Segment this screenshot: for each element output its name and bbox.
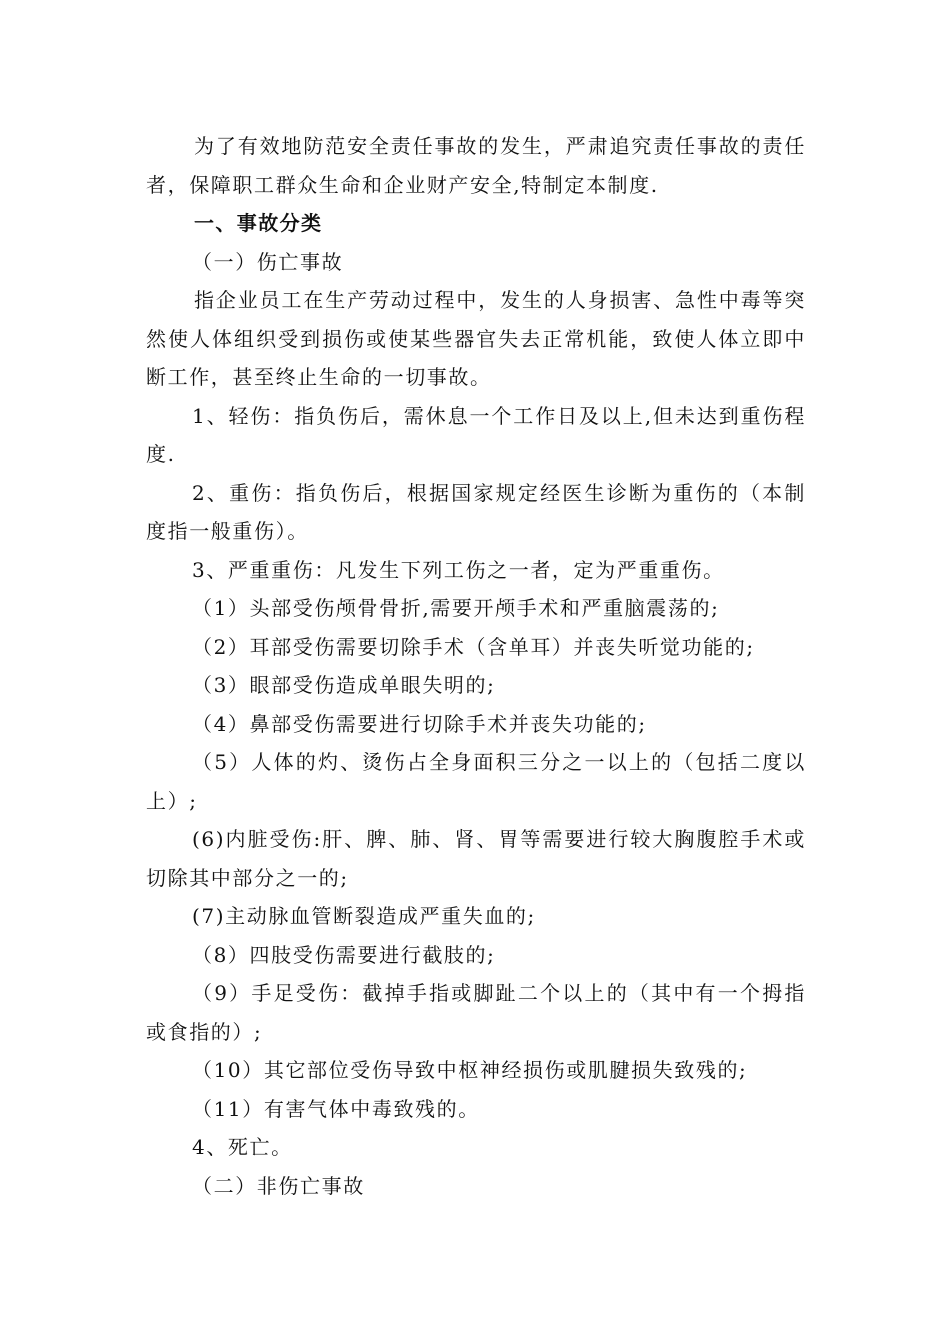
injury-type-death: 4、死亡。 xyxy=(192,1135,293,1159)
subsection-heading-casualty-accident: （一）伤亡事故 xyxy=(192,249,344,274)
severe-injury-item: （11）有害气体中毒致残的。 xyxy=(192,1096,480,1121)
severe-injury-item: （2）耳部受伤需要切除手术（含单耳）并丧失听觉功能的; xyxy=(192,634,755,659)
severe-injury-item: (6)内脏受伤:肝、脾、肺、肾、胃等需要进行较大胸腹腔手术或切除其中部分之一的; xyxy=(146,827,806,890)
severe-injury-item: （3）眼部受伤造成单眼失明的; xyxy=(192,673,496,697)
severe-injury-item: （1）头部受伤颅骨骨折,需要开颅手术和严重脑震荡的; xyxy=(192,596,720,620)
injury-type-severe: 3、严重重伤：凡发生下列工伤之一者，定为严重重伤。 xyxy=(192,557,725,582)
casualty-definition-paragraph: 指企业员工在生产劳动过程中，发生的人身损害、急性中毒等突然使人体组织受到损伤或使某些器官失去正常机能，致使人体立即中断工作，甚至终止生命的一切事故。 xyxy=(146,288,806,389)
severe-injury-item: （9）手足受伤：截掉手指或脚趾二个以上的（其中有一个拇指或食指的）; xyxy=(146,981,806,1044)
severe-injury-item: （5）人体的灼、烫伤占全身面积三分之一以上的（包括二度以上）; xyxy=(146,750,806,813)
injury-type-minor: 1、轻伤：指负伤后，需休息一个工作日及以上,但未达到重伤程度. xyxy=(146,403,806,466)
severe-injury-item: （8）四肢受伤需要进行截肢的; xyxy=(192,942,496,967)
section-heading-accident-classification: 一、事故分类 xyxy=(194,211,323,235)
severe-injury-item: （10）其它部位受伤导致中枢神经损伤或肌腱损失致残的; xyxy=(192,1058,748,1082)
document-body xyxy=(146,127,806,1205)
severe-injury-item: （4）鼻部受伤需要进行切除手术并丧失功能的; xyxy=(192,711,647,736)
injury-type-serious: 2、重伤：指负伤后，根据国家规定经医生诊断为重伤的（本制度指一般重伤）。 xyxy=(146,480,806,543)
severe-injury-item: (7)主动脉血管断裂造成严重失血的; xyxy=(192,904,536,928)
subsection-heading-non-casualty-accident: （二）非伤亡事故 xyxy=(192,1173,365,1198)
intro-paragraph: 为了有效地防范安全责任事故的发生，严肃追究责任事故的责任者，保障职工群众生命和企业财产安全,特制定本制度. xyxy=(146,134,806,197)
